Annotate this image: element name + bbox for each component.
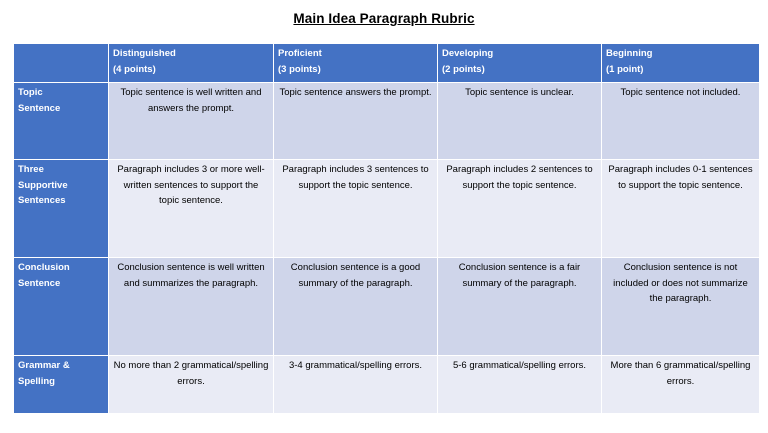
rubric-cell: Paragraph includes 2 sentences to support the topic sentence. xyxy=(438,160,602,258)
row-label-line: Topic xyxy=(18,87,43,98)
column-points: (3 points) xyxy=(278,63,321,75)
row-label-line: Conclusion xyxy=(18,262,70,273)
rubric-cell: Topic sentence is well written and answers the prompt. xyxy=(109,83,274,160)
column-points: (4 points) xyxy=(113,63,156,75)
row-label-line: Spelling xyxy=(18,375,55,387)
column-name: Proficient xyxy=(278,48,322,59)
rubric-cell: Conclusion sentence is a good summary of the paragraph. xyxy=(274,258,438,356)
rubric-cell: Paragraph includes 3 sentences to support the topic sentence. xyxy=(274,160,438,258)
rubric-cell: More than 6 grammatical/spelling errors. xyxy=(602,356,760,414)
header-row xyxy=(14,44,760,83)
table-row-conclusion-sentence xyxy=(14,258,760,356)
column-points: (2 points) xyxy=(442,63,485,75)
column-header-developing xyxy=(438,44,602,83)
header-corner-cell xyxy=(14,44,109,83)
rubric-cell: Conclusion sentence is not included or does not summarize the paragraph. xyxy=(602,258,760,356)
column-header-beginning xyxy=(602,44,760,83)
rubric-cell: Conclusion sentence is a fair summary of the paragraph. xyxy=(438,258,602,356)
rubric-cell: Topic sentence not included. xyxy=(602,83,760,160)
rubric-cell: Conclusion sentence is well written and summarizes the paragraph. xyxy=(109,258,274,356)
table-row-topic-sentence xyxy=(14,83,760,160)
column-points: (1 point) xyxy=(606,63,644,75)
row-label-line: Supportive xyxy=(18,179,68,191)
column-name: Beginning xyxy=(606,48,653,59)
row-label-line: Sentences xyxy=(18,195,66,206)
column-name: Distinguished xyxy=(113,48,176,59)
column-header-proficient xyxy=(274,44,438,83)
rubric-cell: No more than 2 grammatical/spelling errors. xyxy=(109,356,274,414)
row-label-line: Three xyxy=(18,164,44,175)
column-name: Developing xyxy=(442,48,494,59)
page-title: Main Idea Paragraph Rubric xyxy=(293,11,475,26)
row-label-line: Sentence xyxy=(18,102,61,114)
column-header-distinguished xyxy=(109,44,274,83)
table-row-grammar-spelling xyxy=(14,356,760,414)
row-header-supportive-sentences xyxy=(14,160,109,258)
rubric-cell: 3-4 grammatical/spelling errors. xyxy=(274,356,438,414)
row-label-line: Grammar & xyxy=(18,360,70,371)
row-header-grammar-spelling xyxy=(14,356,109,414)
row-label-line: Sentence xyxy=(18,277,61,289)
rubric-cell: 5-6 grammatical/spelling errors. xyxy=(438,356,602,414)
table-row-supportive-sentences xyxy=(14,160,760,258)
row-header-conclusion-sentence xyxy=(14,258,109,356)
rubric-cell: Paragraph includes 0-1 sentences to support the topic sentence. xyxy=(602,160,760,258)
rubric-table xyxy=(13,43,760,414)
rubric-cell: Topic sentence is unclear. xyxy=(438,83,602,160)
rubric-cell: Paragraph includes 3 or more well-written sentences to support the topic sentence. xyxy=(109,160,274,258)
row-header-topic-sentence xyxy=(14,83,109,160)
rubric-cell: Topic sentence answers the prompt. xyxy=(274,83,438,160)
